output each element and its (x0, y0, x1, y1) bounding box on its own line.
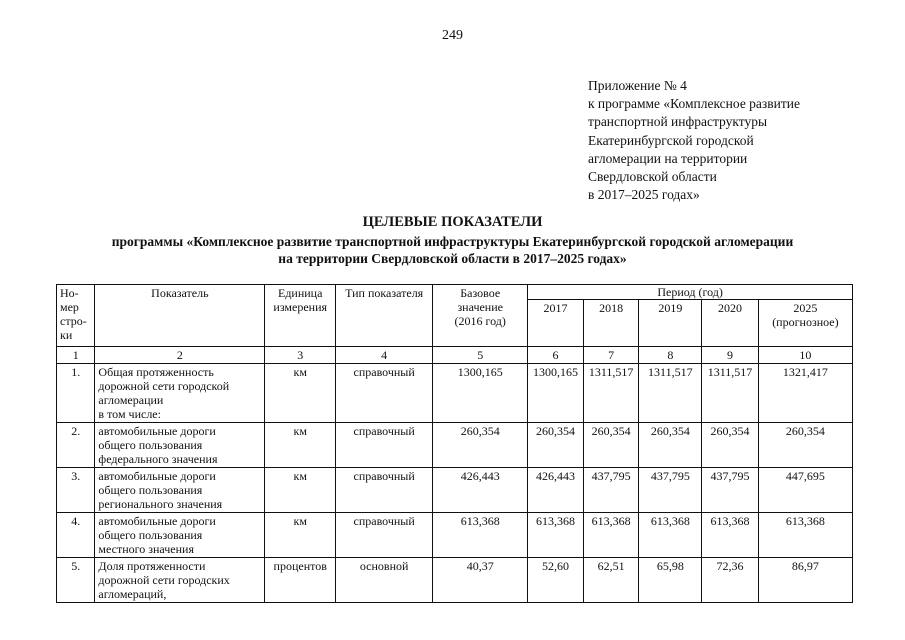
indicator-name: Доля протяженности дорожной сети городских агломераций, (95, 558, 265, 603)
indicators-table (56, 284, 853, 603)
column-number: 4 (336, 347, 433, 364)
year-value: 260,354 (758, 423, 852, 468)
subtitle-line: на территории Свердловской области в 2017–2025 годах» (278, 251, 627, 266)
year-value: 613,368 (639, 513, 702, 558)
table-header-row (57, 285, 853, 300)
base-value: 260,354 (433, 423, 528, 468)
type-cell: справочный (336, 513, 433, 558)
year-value: 260,354 (583, 423, 639, 468)
row-number: 2. (57, 423, 95, 468)
column-number: 2 (95, 347, 265, 364)
appendix-line: агломерации на территории (588, 150, 748, 166)
year-value: 1311,517 (702, 364, 759, 423)
year-value: 260,354 (702, 423, 759, 468)
header-year: 2025 (прогнозное) (758, 300, 852, 347)
table-row (57, 468, 853, 513)
year-value: 1311,517 (583, 364, 639, 423)
header-period: Период (год) (528, 285, 853, 300)
year-value: 447,695 (758, 468, 852, 513)
appendix-line: к программе «Комплексное развитие (588, 96, 800, 112)
header-base: Базовое значение (2016 год) (433, 285, 528, 347)
type-cell: справочный (336, 364, 433, 423)
unit-cell: км (265, 423, 336, 468)
unit-cell: км (265, 468, 336, 513)
year-value: 613,368 (758, 513, 852, 558)
column-number: 1 (57, 347, 95, 364)
year-value: 437,795 (583, 468, 639, 513)
type-cell: справочный (336, 468, 433, 513)
row-number: 1. (57, 364, 95, 423)
appendix-line: в 2017–2025 годах» (588, 187, 700, 203)
year-value: 1300,165 (528, 364, 584, 423)
row-number: 3. (57, 468, 95, 513)
year-value: 437,795 (702, 468, 759, 513)
year-value: 1321,417 (758, 364, 852, 423)
year-value: 613,368 (528, 513, 584, 558)
row-number: 5. (57, 558, 95, 603)
appendix-line: Свердловской области (588, 169, 717, 185)
column-number: 6 (528, 347, 584, 364)
year-value: 52,60 (528, 558, 584, 603)
year-value: 65,98 (639, 558, 702, 603)
base-value: 426,443 (433, 468, 528, 513)
indicator-name: автомобильные дороги общего пользования регионального значения (95, 468, 265, 513)
header-row-number: Но- мер стро- ки (57, 285, 95, 347)
base-value: 40,37 (433, 558, 528, 603)
year-value: 1311,517 (639, 364, 702, 423)
type-cell: основной (336, 558, 433, 603)
column-number: 9 (702, 347, 759, 364)
appendix-line: Екатеринбургской городской (588, 132, 754, 148)
base-value: 613,368 (433, 513, 528, 558)
base-value: 1300,165 (433, 364, 528, 423)
column-number: 3 (265, 347, 336, 364)
year-value: 426,443 (528, 468, 584, 513)
header-year: 2020 (702, 300, 759, 347)
unit-cell: км (265, 513, 336, 558)
year-value: 86,97 (758, 558, 852, 603)
table-row (57, 423, 853, 468)
column-number: 10 (758, 347, 852, 364)
year-value: 260,354 (639, 423, 702, 468)
year-value: 613,368 (702, 513, 759, 558)
year-value: 260,354 (528, 423, 584, 468)
unit-cell: км (265, 364, 336, 423)
header-indicator: Показатель (95, 285, 265, 347)
page-number: 249 (442, 28, 463, 43)
indicator-name: автомобильные дороги общего пользования федерального значения (95, 423, 265, 468)
column-number: 5 (433, 347, 528, 364)
header-year: 2017 (528, 300, 584, 347)
year-value: 613,368 (583, 513, 639, 558)
indicator-name: Общая протяженность дорожной сети городской агломерации в том числе: (95, 364, 265, 423)
indicator-name: автомобильные дороги общего пользования местного значения (95, 513, 265, 558)
column-number: 8 (639, 347, 702, 364)
header-year: 2018 (583, 300, 639, 347)
header-type: Тип показателя (336, 285, 433, 347)
subtitle-line: программы «Комплексное развитие транспортной инфраструктуры Екатеринбургской городской агломерации (111, 234, 794, 249)
appendix-line: Приложение № 4 (588, 78, 687, 93)
row-number: 4. (57, 513, 95, 558)
year-value: 72,36 (702, 558, 759, 603)
header-unit: Единица измерения (265, 285, 336, 347)
document-title: ЦЕЛЕВЫЕ ПОКАЗАТЕЛИ (362, 214, 543, 230)
table-row (57, 558, 853, 603)
unit-cell: процентов (265, 558, 336, 603)
header-year: 2019 (639, 300, 702, 347)
column-number: 7 (583, 347, 639, 364)
type-cell: справочный (336, 423, 433, 468)
appendix-line: транспортной инфраструктуры (588, 114, 768, 130)
document-subtitle (0, 233, 905, 267)
year-value: 437,795 (639, 468, 702, 513)
year-value: 62,51 (583, 558, 639, 603)
table-row (57, 513, 853, 558)
column-numbers-row (57, 347, 853, 364)
table-row (57, 364, 853, 423)
appendix-note (588, 77, 800, 204)
